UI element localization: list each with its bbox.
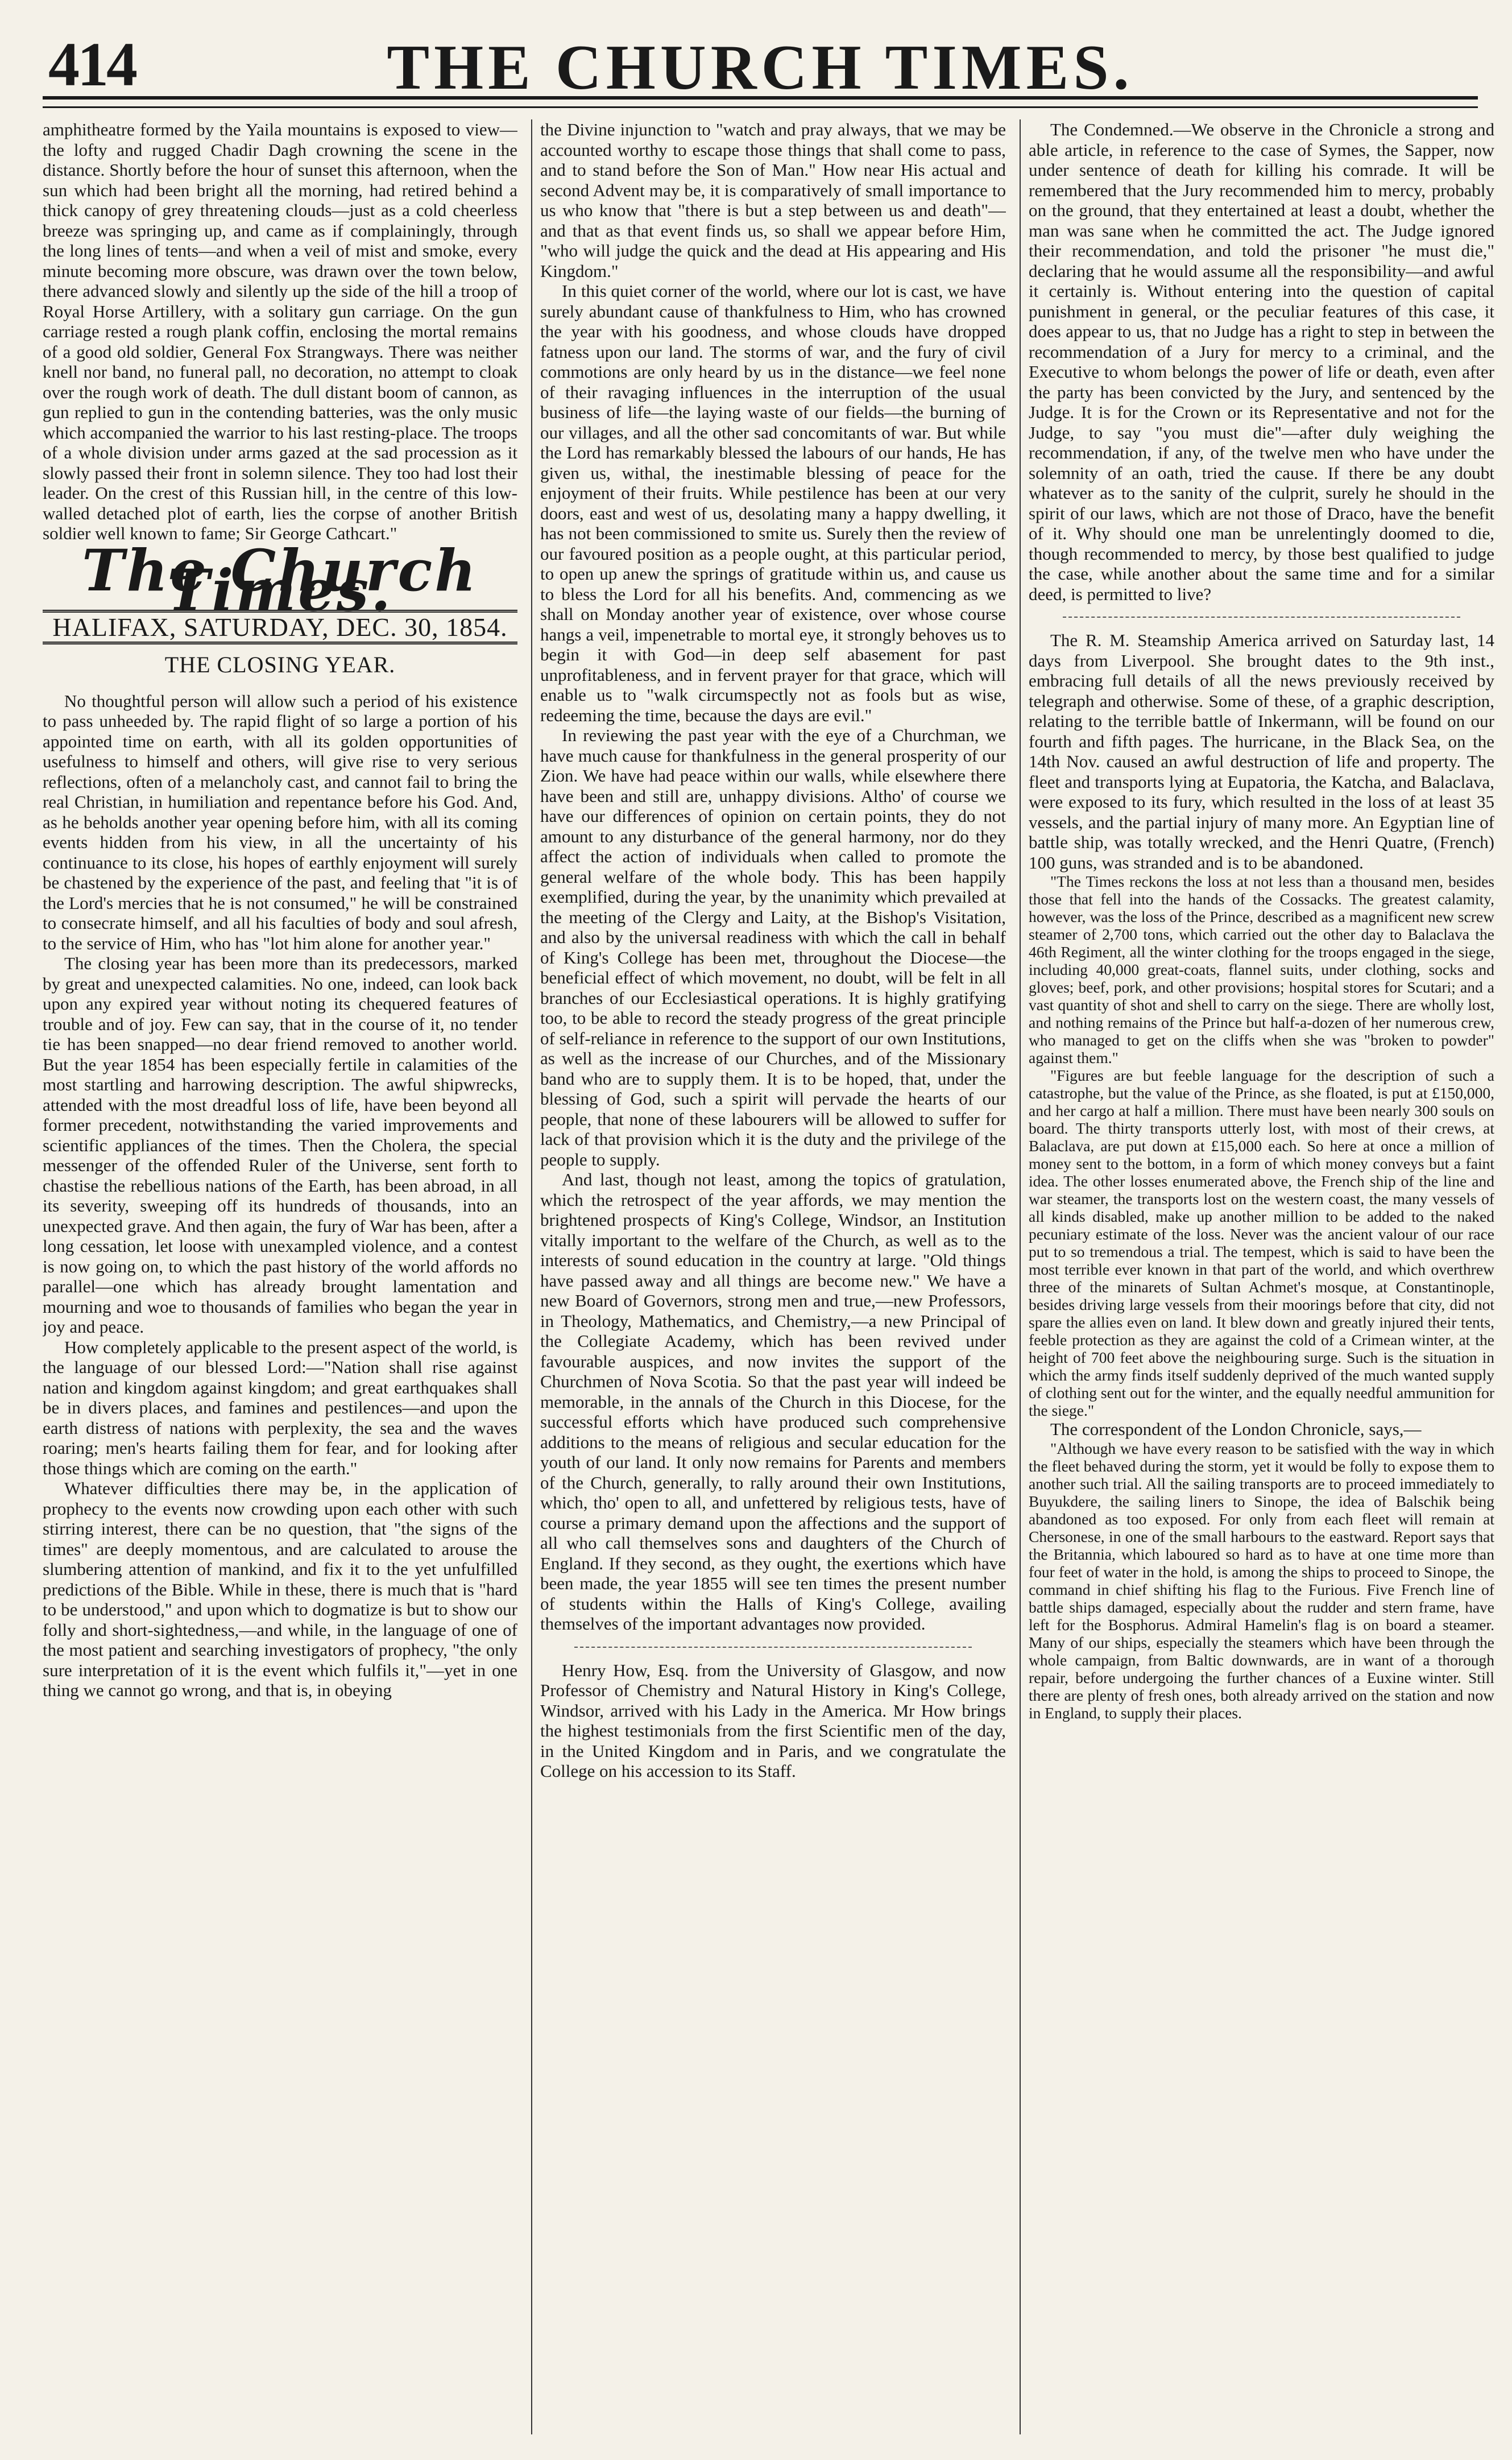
article-paragraph: How completely applicable to the present aspect of the world, is the language of our blessed Lord:—"Nation shall rise against nation and kingdom against kingdom; and great earthquakes shall be in divers places, and famines and pestilences—and upon the earth distress of nations with perplexity, the sea and the waves roaring; men's hearts failing them for fear, and for looking after those things which are coming on the earth."	[43, 1337, 517, 1478]
news-item: The correspondent of the London Chronicle, says,—	[1050, 1419, 1422, 1439]
separator	[1063, 617, 1460, 618]
article-paragraph: In reviewing the past year with the eye of a Churchman, we have much cause for thankfulness in the general prosperity of our Zion. We have had peace within our walls, while elsewhere there have been and still are, unhappy divisions. Altho' of course we have our differences of opinion on certain points, they do not amount to any disturbance of the general harmony, nor do they affect the action of individuals when called to promote the general welfare of the whole body. This has been happily exemplified, during the year, by the unanimity which prevailed at the meeting of the Clergy and Laity, at the Bishop's Visitation, and also by the universal readiness with which the call in behalf of King's College has been met, throughout the Diocese—the beneficial effect of which movement, no doubt, will be felt in all branches of our Ecclesiastical operations. It is highly gratifying too, to be able to record the steady progress of the great principle of self-reliance in reference to the support of our own Institutions, as well as the increase of our Churches, and of the Missionary band who are to supply them. It is to be hoped, that, under the blessing of God, such a spirit will pervade the hearts of our people, that none of these labourers will be allowed to suffer for lack of that provision which it is the duty and the privilege of the people to supply.	[540, 725, 1006, 1169]
dateline: HALIFAX, SATURDAY, DEC. 30, 1854.	[43, 610, 517, 645]
article-paragraph: And last, though not least, among the topics of gratulation, which the retrospect of the year affords, we may mention the brightened prospects of King's College, Windsor, an Institution vitally important to the welfare of the Church, as well as to the interests of sound education in the country at large. "Old things have passed away and all things are become new." We have a new Board of Governors, strong men and true,—new Professors, in Theology, Mathematics, and Chemistry,—a new Principal of the Collegiate Academy, which has been revived under favourable auspices, and now invites the support of the Churchmen of Nova Scotia. So that the past year will indeed be memorable, in the annals of the Church in this Diocese, for the successful efforts which have produced such comprehensive additions to the means of religious and secular education for the youth of our land. It only now remains for Parents and members of the Church, generally, to rally around their own Institutions, which, tho' open to all, and unfettered by religious tests, have of course a primary demand upon the affections and the support of all who call themselves sons and daughters of the Church of England. If they second, as they ought, the exertions which have been made, the year 1855 will see ten times the present number of students within the Halls of King's College, availing themselves of the important advantages now provided.	[540, 1169, 1006, 1634]
sebastopol-dispatch-end: amphitheatre formed by the Yaila mountains is exposed to view—the lofty and rugged Chadir Dagh crowning the scene in the distance. Shortly before the hour of sunset this afternoon, when the sun which had been bright all the morning, had retired behind a thick canopy of grey threatening clouds—just as a cold cheerless breeze was springing up, and came as if complainingly, through the long lines of tents—and when a veil of mist and smoke, every minute becoming more obscure, was drawn over the town below, there advanced slowly and silently up the side of the hill a troop of Royal Horse Artillery, with a solitary gun carriage. On the gun carriage rested a rough plank coffin, enclosing the mortal remains of a good old soldier, General Fox Strangways. There was neither knell nor band, no funeral pall, no decoration, no attempt to cloak over the rough work of death. The dull distant boom of cannon, as gun replied to gun in the contending batteries, was the only music which accompanied the warrior to his last resting-place. The troops of a whole division under arms gazed at the sad procession as it slowly passed their front in solemn silence. They too had lost their leader. On the crest of this Russian hill, in the centre of this low-walled detached plot of earth, lies the corpse of another British soldier well known to fame; Sir George Cathcart."	[43, 119, 517, 543]
masthead-rule	[43, 96, 1478, 108]
newspaper-title: THE CHURCH TIMES.	[387, 32, 1134, 103]
news-item: Henry How, Esq. from the University of Glasgow, and now Professor of Chemistry and Natural History in King's College, Windsor, arrived with his Lady in the America. Mr How brings the highest testimonials from the first Scientific men of the day, in the United Kingdom and in Paris, and we congratulate the College on his accession to its Staff.	[540, 1660, 1006, 1781]
article-columns	[43, 119, 1494, 2440]
article-paragraph: The closing year has been more than its predecessors, marked by great and unexpected calamities. No one, indeed, can look back upon any expired year without noting its chequered features of trouble and of joy. Few can say, that in the course of it, no tender tie has been snapped—no dear friend removed to another world. But the year 1854 has been especially fertile in calamities of the most startling and harrowing description. The awful shipwrecks, attended with the most dreadful loss of life, have been beyond all former precedent, notwithstanding the varied improvements and scientific appliances of the times. Then the Cholera, the special messenger of the offended Ruler of the Universe, sent forth to chastise the rebellious nations of the Earth, has been abroad, in all its severity, sweeping off its hundreds of thousands, into an unexpected grave. And then again, the fury of War has been, after a long cessation, let loose with unexampled violence, and a contest is now going on, to which the past history of the world affords no parallel—one which has already brought lamentation and mourning and woe to thousands of families who began the year in joy and peace.	[43, 953, 517, 1337]
quoted-extract: "Although we have every reason to be satisfied with the way in which the fleet behaved during the storm, yet it would be folly to expose them to another such trial. All the sailing transports are to proceed immediately to Buyukdere, the sailing liners to Sinope, the idea of Balschik being abandoned as too exposed. For only from each fleet will remain at Chersonese, in one of the small harbours to the eastward. Report says that the Britannia, which laboured so hard as to have at one time more than four feet of water in the hold, is among the ships to proceed to Sinope, the command in chief shifting his flag to the Furious. Five French line of battle ships damaged, especially about the rudder and stern frame, have left for the Bosphorus. Admiral Hamelin's flag is on board a steamer. Many of our ships, especially the steamers which have been through the whole campaign, from Baltic downwards, are in want of a thorough repair, before undergoing the further chances of a Euxine winter. Still there are plenty of fresh ones, both already arrived on the station and now in England, to supply their places.	[1029, 1439, 1494, 1722]
quoted-extract: "Figures are but feeble language for the description of such a catastrophe, but the value of the Prince, as she floated, is put at £150,000, and her cargo at half a million. There must have been nearly 300 souls on board. The thirty transports utterly lost, with most of their crews, at Balaclava, are put down at £15,000 each. So here at once a million of money sent to the bottom, in a form of which money conveys but a faint idea. The other losses enumerated above, the French ship of the line and war steamer, the transports lost on the western coast, the many vessels of all kinds disabled, make up another million to be added to the naked pecuniary estimate of the loss. Never was the ancient valour of our race put to so tremendous a trial. The tempest, which is said to have been the most terrible ever known in that part of the world, and which overthrew three of the minarets of Sultan Achmet's mosque, at Constantinople, besides driving large vessels from their moorings before that city, did not spare the allies even on land. It blew down and greatly injured their tents, feeble protection as they are against the cold of a Crimean winter, at the height of 700 feet above the neighbouring surge. Such is the situation in which the army finds itself suddenly deprived of the much wanted supply of clothing sent out for the winter, and the equally needful ammunition for the siege."	[1029, 1066, 1494, 1419]
quoted-extract: "The Times reckons the loss at not less than a thousand men, besides those that fell into the hands of the Cossacks. The greatest calamity, however, was the loss of the Prince, described as a magnificent new screw steamer of 2,700 tons, which carried out the other day to Balaclava the 46th Regiment, all the winter clothing for the troops engaged in the siege, including 40,000 great-coats, flannel suits, under clothing, socks and gloves; beef, pork, and other provisions; hospital stores for Scutari; and a vast quantity of shot and shell to carry on the siege. There are wholly lost, and nothing remains of the Prince but half-a-dozen of her numerous crew, who managed to get on the cliffs when she was "broken to powder" against them."	[1029, 873, 1494, 1066]
news-item: The R. M. Steamship America arrived on Saturday last, 14 days from Liverpool. She brought dates to the 9th inst., embracing full details of all the news previously received by telegraph and otherwise. Some of these, of a graphic description, relating to the terrible battle of Inkermann, will be found on our fourth and fifth pages. The hurricane, in the Black Sea, on the 14th Nov. caused an awful destruction of life and property. The fleet and transports lying at Eupatoria, the Katcha, and Balaclava, were exposed to its fury, which resulted in the loss of at least 35 vessels, and the partial injury of many more. An Egyptian line of battle ship, was totally wrecked, and the Henri Quatre, (French) 100 guns, was stranded and is to be abandoned.	[1029, 630, 1494, 873]
page-number: 414	[48, 30, 135, 99]
section-heading: THE CLOSING YEAR.	[164, 652, 396, 677]
column-1	[43, 119, 517, 2434]
column-3	[1020, 119, 1494, 2434]
editorial-nameplate: The Church Times.	[82, 536, 478, 624]
news-item: The Condemned.—We observe in the Chronicle a strong and able article, in reference to the case of Symes, the Sapper, now under sentence of death for killing his comrade. It will be remembered that the Jury recommended him to mercy, probably on the ground, that they entertained at least a doubt, whether the man was sane when he committed the act. The Judge ignored their recommendation, and told the prisoner "he must die," declaring that he would assume all the responsibility—and awful it certainly is. Without entering into the question of capital punishment in general, or the peculiar features of this case, it does appear to us, that no Judge has a right to step in between the recommendation of a Jury for mercy to a criminal, and the Executive to whom belongs the power of life or death, even after the party has been convicted by the Jury, and sentenced by the Judge. It is for the Crown or its Representative and not for the Judge, to say "you must die"—after duly weighing the recommendation, if any, of the twelve men who have under the solemnity of an oath, tried the cause. If there be any doubt whatever as to the sanity of the culprit, surely he should in the spirit of our laws, which are not those of Draco, have the benefit of it. Why should one man be unrelentingly doomed to die, though recommended to mercy, by those best qualified to judge the case, while another about the same time and for a similar deed, is permitted to live?	[1029, 119, 1494, 604]
separator	[574, 1647, 972, 1648]
masthead	[43, 23, 1478, 108]
article-paragraph: In this quiet corner of the world, where our lot is cast, we have surely abundant cause of thankfulness to Him, who has crowned the year with his goodness, and whose clouds have dropped fatness upon our land. The storms of war, and the fury of civil commotions are only heard by us in the distance—we feel none of their ravaging influences in the interruption of the usual business of life—the laying waste of our fields—the burning of our villages, and all the other sad concomitants of war. But while the Lord has remarkably blessed the labours of our hands, He has given us, withal, the inestimable blessing of peace for the enjoyment of their fruits. While pestilence has been at our very doors, east and west of us, desolating many a happy dwelling, it has not been commissioned to smite us. Surely then the review of our favoured position as a people ought, at this particular period, to open up anew the springs of gratitude within us, and cause us to bless the Lord for all his benefits. And, commencing as we shall on Monday another year of existence, over whose course hangs a veil, impenetrable to mortal eye, it strongly behoves us to begin it with God—in deep self abasement for past unprofitableness, and in fervent prayer for that grace, which will enable us to "walk circumspectly not as fools but as wise, redeeming the time, because the days are evil."	[540, 281, 1006, 725]
article-paragraph: No thoughtful person will allow such a period of his existence to pass unheeded by. The rapid flight of so large a portion of his appointed time on earth, with all its golden opportunities of usefulness to himself and others, will give rise to very serious reflections, often of a melancholy cast, and cannot fail to bring the real Christian, in humiliation and repentance before his God. And, as he beholds another year opening before him, with all its coming events hidden from his view, in all the uncertainty of his continuance to its close, his hopes of earthly enjoyment will surely be chastened by the experience of the past, and feeling that "it is of the Lord's mercies that he is not consumed," he will be constrained to consecrate himself, and all his faculties of body and soul afresh, to the service of Him, who has "lot him alone for another year."	[43, 691, 517, 953]
article-paragraph: Whatever difficulties there may be, in the application of prophecy to the events now crowding upon each other with such stirring interest, there can be no question, that "the signs of the times" are deeply momentous, and are calculated to arouse the slumbering attention of mankind, and fix it to the yet unfulfilled predictions of the Bible. While in these, there is much that is "hard to be understood," and upon which to dogmatize is but to show our folly and short-sightedness,—and while, in the language of one of the most patient and searching investigators of prophecy, "the only sure interpretation of it is the event which fulfils it,"—yet in one thing we cannot go wrong, and that is, in obeying	[43, 1478, 517, 1700]
column-2	[531, 119, 1006, 2434]
article-paragraph: the Divine injunction to "watch and pray always, that we may be accounted worthy to escape those things that shall come to pass, and to stand before the Son of Man." How near His actual and second Advent may be, it is comparatively of small importance to us who know that "there is but a step between us and death"—and that as that event finds us, so shall we appear before Him, "who will judge the quick and the dead at His appearing and His Kingdom."	[540, 119, 1006, 281]
